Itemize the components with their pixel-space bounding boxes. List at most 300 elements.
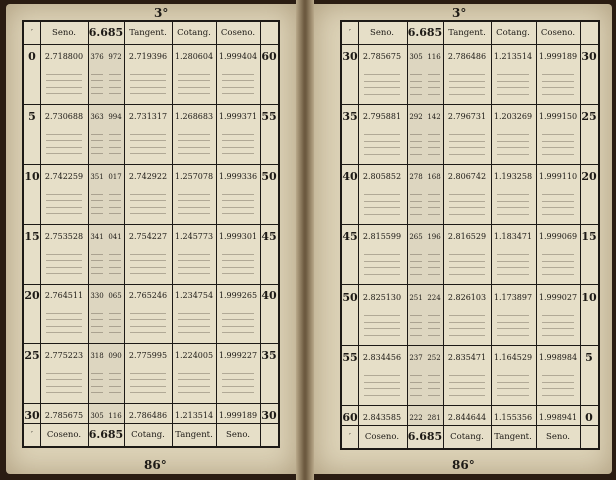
left-difference-2: 065 (108, 292, 122, 300)
left-tangent-value: 2.719396 (128, 52, 168, 61)
right-intermediate-row-text (497, 375, 529, 376)
right-intermediate-difference (428, 335, 440, 336)
left-minute-left: 30 (24, 409, 40, 422)
left-intermediate-difference (109, 319, 121, 320)
right-intermediate-row-text (542, 335, 574, 336)
left-intermediate-row-text (46, 140, 82, 141)
left-intermediate-difference (91, 392, 103, 393)
left-tangent-value: 2.754227 (128, 232, 168, 241)
left-intermediate-row-text (178, 319, 210, 320)
right-coseno-value: 1.999027 (538, 293, 578, 302)
left-footer-minute-mark: ′ (31, 430, 33, 440)
right-intermediate-row-text (364, 147, 400, 148)
right-header-coseno: Coseno. (540, 28, 576, 38)
right-intermediate-row-text (364, 154, 400, 155)
left-intermediate-difference (109, 260, 121, 261)
left-intermediate-row-text (46, 373, 82, 374)
right-intermediate-row-text (449, 74, 485, 75)
right-intermediate-difference (410, 267, 422, 268)
left-seno-value: 2.764511 (44, 291, 84, 300)
left-minute-left: 15 (24, 230, 40, 243)
left-minute-right: 55 (261, 110, 277, 123)
left-intermediate-difference (109, 326, 121, 327)
right-intermediate-row-text (364, 134, 400, 135)
right-cotang-value: 1.193258 (493, 172, 533, 181)
left-footer-seno: Seno. (226, 430, 250, 440)
right-intermediate-row-text (542, 274, 574, 275)
left-intermediate-row-text (178, 87, 210, 88)
right-footer-seno: Seno. (546, 432, 570, 442)
right-difference-1: 292 (409, 113, 423, 121)
right-intermediate-row-text (364, 388, 400, 389)
right-intermediate-row-text (497, 81, 529, 82)
left-intermediate-difference (109, 200, 121, 201)
left-intermediate-difference (109, 140, 121, 141)
right-seno-value: 2.843585 (362, 413, 402, 422)
left-minute-right: 45 (261, 230, 277, 243)
right-cotang-value: 1.213514 (493, 52, 533, 61)
right-intermediate-row-text (542, 94, 574, 95)
right-intermediate-difference (428, 207, 440, 208)
right-cotang-value: 1.173897 (493, 293, 533, 302)
right-intermediate-row-text (497, 388, 529, 389)
left-footer-difference: 6.685 (88, 428, 124, 441)
left-intermediate-row-text (178, 260, 210, 261)
left-intermediate-row-text (130, 273, 166, 274)
right-intermediate-row-text (542, 81, 574, 82)
right-intermediate-row-text (542, 201, 574, 202)
right-minute-left: 50 (342, 291, 358, 304)
left-tangent-value: 2.786486 (128, 411, 168, 420)
left-tangent-value: 2.765246 (128, 291, 168, 300)
right-five-minute-block (342, 164, 598, 225)
left-key-row (24, 348, 278, 364)
right-intermediate-row-text (497, 274, 529, 275)
left-minute-right: 50 (261, 170, 277, 183)
right-intermediate-row-text (542, 207, 574, 208)
left-intermediate-row-text (130, 147, 166, 148)
right-difference-2: 281 (427, 414, 441, 422)
left-tangent-value: 2.775995 (128, 351, 168, 360)
right-intermediate-row-text (497, 328, 529, 329)
right-difference-1: 265 (409, 233, 423, 241)
right-intermediate-row-text (449, 141, 485, 142)
left-intermediate-row-text (178, 267, 210, 268)
left-bottom-degree: 86° (144, 458, 167, 472)
left-intermediate-row-text (130, 194, 166, 195)
left-intermediate-row-text (222, 140, 254, 141)
right-difference-2: 142 (427, 113, 441, 121)
right-header-minute-mark: ′ (349, 28, 351, 38)
left-five-minute-block (24, 224, 278, 285)
left-difference-2: 090 (108, 352, 122, 360)
right-intermediate-row-text (449, 254, 485, 255)
right-intermediate-row-text (497, 87, 529, 88)
right-intermediate-row-text (449, 261, 485, 262)
left-intermediate-difference (109, 93, 121, 94)
left-five-minute-block (24, 164, 278, 225)
left-intermediate-row-text (178, 194, 210, 195)
left-cotang-value: 1.257078 (174, 172, 214, 181)
left-header-cotang: Cotang. (177, 28, 211, 38)
right-intermediate-row-text (364, 201, 400, 202)
right-intermediate-difference (428, 322, 440, 323)
left-intermediate-row-text (130, 267, 166, 268)
right-bottom-degree: 86° (452, 458, 475, 472)
left-intermediate-row-text (222, 313, 254, 314)
left-cotang-value: 1.245773 (174, 232, 214, 241)
left-intermediate-row-text (46, 267, 82, 268)
left-intermediate-row-text (178, 373, 210, 374)
left-intermediate-difference (91, 200, 103, 201)
right-intermediate-difference (410, 214, 422, 215)
right-key-row (342, 410, 598, 426)
left-intermediate-row-text (46, 273, 82, 274)
left-seno-value: 2.775223 (44, 351, 84, 360)
right-intermediate-row-text (364, 267, 400, 268)
left-minute-left: 25 (24, 349, 40, 362)
right-intermediate-row-text (364, 207, 400, 208)
left-seno-value: 2.753528 (44, 232, 84, 241)
left-intermediate-difference (91, 326, 103, 327)
left-header-tangent: Tangent. (129, 28, 167, 38)
right-intermediate-row-text (364, 382, 400, 383)
left-intermediate-row-text (46, 87, 82, 88)
right-intermediate-difference (428, 74, 440, 75)
left-intermediate-difference (91, 332, 103, 333)
right-coseno-value: 1.999189 (538, 52, 578, 61)
right-intermediate-difference (428, 315, 440, 316)
right-intermediate-row-text (497, 322, 529, 323)
left-intermediate-row-text (178, 379, 210, 380)
left-intermediate-row-text (46, 93, 82, 94)
left-intermediate-difference (109, 147, 121, 148)
right-intermediate-difference (428, 81, 440, 82)
left-intermediate-row-text (130, 134, 166, 135)
right-coseno-value: 1.999150 (538, 112, 578, 121)
left-minute-left: 5 (28, 110, 36, 123)
right-intermediate-row-text (542, 395, 574, 396)
right-intermediate-difference (410, 154, 422, 155)
right-intermediate-row-text (364, 141, 400, 142)
right-intermediate-row-text (449, 207, 485, 208)
left-intermediate-row-text (222, 392, 254, 393)
right-intermediate-difference (410, 322, 422, 323)
right-intermediate-row-text (449, 194, 485, 195)
left-intermediate-row-text (178, 392, 210, 393)
right-seno-value: 2.785675 (362, 52, 402, 61)
left-intermediate-row-text (46, 74, 82, 75)
right-intermediate-row-text (364, 395, 400, 396)
right-intermediate-row-text (364, 274, 400, 275)
right-intermediate-row-text (364, 254, 400, 255)
left-five-minute-block (24, 44, 278, 105)
left-intermediate-row-text (46, 153, 82, 154)
right-seno-value: 2.795881 (362, 112, 402, 121)
right-minute-right: 30 (581, 50, 597, 63)
right-intermediate-difference (410, 134, 422, 135)
right-intermediate-row-text (364, 87, 400, 88)
left-intermediate-row-text (130, 74, 166, 75)
left-intermediate-row-text (178, 254, 210, 255)
left-intermediate-row-text (46, 147, 82, 148)
right-intermediate-row-text (497, 207, 529, 208)
left-intermediate-difference (109, 373, 121, 374)
right-intermediate-row-text (497, 395, 529, 396)
right-intermediate-difference (428, 154, 440, 155)
left-five-minute-block (24, 343, 278, 404)
right-tangent-value: 2.816529 (447, 232, 487, 241)
left-key-row (24, 49, 278, 65)
left-intermediate-row-text (222, 194, 254, 195)
left-cotang-value: 1.268683 (174, 112, 214, 121)
left-intermediate-row-text (130, 313, 166, 314)
right-intermediate-row-text (542, 134, 574, 135)
left-intermediate-difference (91, 267, 103, 268)
right-intermediate-difference (410, 94, 422, 95)
left-intermediate-row-text (46, 134, 82, 135)
right-minute-left: 30 (342, 50, 358, 63)
left-seno-value: 2.718800 (44, 52, 84, 61)
right-footer-difference: 6.685 (407, 430, 443, 443)
left-intermediate-row-text (222, 260, 254, 261)
left-intermediate-row-text (178, 386, 210, 387)
right-coseno-value: 1.999110 (538, 172, 578, 181)
left-intermediate-row-text (130, 87, 166, 88)
left-minute-right: 30 (261, 409, 277, 422)
left-intermediate-difference (109, 74, 121, 75)
left-intermediate-difference (109, 153, 121, 154)
left-intermediate-row-text (46, 254, 82, 255)
right-intermediate-difference (428, 254, 440, 255)
right-coseno-value: 1.998941 (538, 413, 578, 422)
left-intermediate-difference (91, 80, 103, 81)
right-intermediate-row-text (542, 322, 574, 323)
right-tangent-value: 2.786486 (447, 52, 487, 61)
left-intermediate-difference (91, 319, 103, 320)
left-intermediate-difference (109, 194, 121, 195)
left-intermediate-difference (91, 273, 103, 274)
left-table-header (24, 22, 278, 45)
left-intermediate-difference (91, 134, 103, 135)
left-seno-value: 2.785675 (44, 411, 84, 420)
right-intermediate-row-text (542, 214, 574, 215)
right-intermediate-difference (410, 261, 422, 262)
right-intermediate-difference (428, 328, 440, 329)
left-difference-1: 305 (90, 412, 104, 420)
left-five-minute-block (24, 283, 278, 344)
left-intermediate-difference (109, 313, 121, 314)
right-minute-left: 55 (342, 351, 358, 364)
left-intermediate-row-text (222, 379, 254, 380)
right-intermediate-row-text (497, 154, 529, 155)
left-coseno-value: 1.999265 (218, 291, 258, 300)
left-intermediate-difference (91, 93, 103, 94)
left-coseno-value: 1.999227 (218, 351, 258, 360)
left-difference-1: 318 (90, 352, 104, 360)
left-coseno-value: 1.999336 (218, 172, 258, 181)
right-difference-2: 168 (427, 173, 441, 181)
right-intermediate-row-text (497, 134, 529, 135)
left-intermediate-row-text (222, 147, 254, 148)
left-intermediate-row-text (222, 373, 254, 374)
left-intermediate-difference (91, 260, 103, 261)
right-five-minute-block (342, 104, 598, 165)
right-intermediate-difference (410, 147, 422, 148)
left-intermediate-row-text (130, 153, 166, 154)
left-intermediate-row-text (46, 332, 82, 333)
left-intermediate-row-text (46, 386, 82, 387)
left-intermediate-row-text (222, 134, 254, 135)
right-intermediate-row-text (542, 154, 574, 155)
right-intermediate-row-text (364, 74, 400, 75)
right-intermediate-difference (428, 375, 440, 376)
left-intermediate-row-text (130, 80, 166, 81)
right-intermediate-row-text (542, 315, 574, 316)
right-intermediate-row-text (364, 214, 400, 215)
right-intermediate-row-text (449, 274, 485, 275)
right-intermediate-row-text (364, 375, 400, 376)
right-difference-2: 196 (427, 233, 441, 241)
left-intermediate-row-text (130, 260, 166, 261)
left-footer-cotang: Cotang. (131, 430, 165, 440)
left-intermediate-row-text (178, 326, 210, 327)
right-cotang-value: 1.155356 (493, 413, 533, 422)
left-intermediate-row-text (178, 147, 210, 148)
left-key-row (24, 288, 278, 304)
right-intermediate-row-text (364, 315, 400, 316)
left-intermediate-row-text (46, 207, 82, 208)
left-footer-tangent: Tangent. (175, 430, 213, 440)
right-intermediate-difference (428, 94, 440, 95)
right-difference-1: 305 (409, 53, 423, 61)
left-coseno-value: 1.999371 (218, 112, 258, 121)
left-intermediate-row-text (178, 140, 210, 141)
right-header-difference: 6.685 (407, 26, 443, 39)
left-footer-coseno: Coseno. (46, 430, 82, 440)
left-intermediate-row-text (178, 213, 210, 214)
left-minute-left: 0 (28, 50, 36, 63)
right-cotang-value: 1.203269 (493, 112, 533, 121)
right-cotang-value: 1.164529 (493, 353, 533, 362)
left-tangent-value: 2.731317 (128, 112, 168, 121)
left-intermediate-row-text (178, 80, 210, 81)
right-intermediate-row-text (449, 395, 485, 396)
left-intermediate-row-text (222, 213, 254, 214)
left-intermediate-difference (91, 254, 103, 255)
left-log-table (22, 20, 280, 448)
left-intermediate-difference (91, 147, 103, 148)
right-intermediate-row-text (542, 382, 574, 383)
right-intermediate-row-text (542, 388, 574, 389)
right-intermediate-difference (410, 87, 422, 88)
left-intermediate-row-text (46, 194, 82, 195)
right-key-row (342, 229, 598, 245)
left-intermediate-row-text (130, 213, 166, 214)
right-intermediate-row-text (497, 335, 529, 336)
left-intermediate-difference (109, 213, 121, 214)
left-intermediate-row-text (222, 200, 254, 201)
right-seno-value: 2.834456 (362, 353, 402, 362)
right-intermediate-difference (410, 74, 422, 75)
right-header-seno: Seno. (370, 28, 394, 38)
right-minute-right: 20 (581, 170, 597, 183)
left-difference-1: 341 (90, 233, 104, 241)
right-intermediate-row-text (364, 322, 400, 323)
right-intermediate-row-text (497, 194, 529, 195)
left-intermediate-difference (91, 140, 103, 141)
left-key-row (24, 169, 278, 185)
book-gutter (296, 0, 314, 480)
left-intermediate-row-text (130, 93, 166, 94)
left-intermediate-row-text (46, 319, 82, 320)
left-intermediate-row-text (222, 153, 254, 154)
left-key-row (24, 109, 278, 125)
right-intermediate-difference (410, 375, 422, 376)
left-intermediate-row-text (130, 392, 166, 393)
left-intermediate-row-text (178, 200, 210, 201)
left-intermediate-row-text (130, 326, 166, 327)
right-minute-right: 5 (585, 351, 593, 364)
right-intermediate-row-text (364, 328, 400, 329)
right-tangent-value: 2.835471 (447, 353, 487, 362)
right-header-tangent: Tangent. (448, 28, 486, 38)
right-intermediate-difference (428, 395, 440, 396)
right-intermediate-difference (410, 141, 422, 142)
left-key-row (24, 408, 278, 424)
left-intermediate-difference (109, 267, 121, 268)
right-coseno-value: 1.998984 (538, 353, 578, 362)
left-intermediate-row-text (46, 213, 82, 214)
left-table-footer (24, 423, 278, 446)
left-intermediate-row-text (178, 134, 210, 135)
left-intermediate-row-text (46, 313, 82, 314)
left-intermediate-row-text (178, 93, 210, 94)
right-key-row (342, 49, 598, 65)
left-intermediate-difference (91, 153, 103, 154)
right-tangent-value: 2.826103 (447, 293, 487, 302)
right-intermediate-difference (410, 388, 422, 389)
right-cotang-value: 1.183471 (493, 232, 533, 241)
right-intermediate-row-text (542, 141, 574, 142)
left-intermediate-difference (91, 87, 103, 88)
left-intermediate-difference (91, 74, 103, 75)
left-cotang-value: 1.224005 (174, 351, 214, 360)
left-coseno-value: 1.999189 (218, 411, 258, 420)
right-intermediate-row-text (449, 315, 485, 316)
left-intermediate-difference (109, 134, 121, 135)
right-key-row (342, 109, 598, 125)
right-difference-2: 224 (427, 294, 441, 302)
left-intermediate-difference (109, 392, 121, 393)
right-intermediate-row-text (542, 74, 574, 75)
left-header-seno: Seno. (52, 28, 76, 38)
left-intermediate-difference (91, 386, 103, 387)
left-intermediate-row-text (130, 373, 166, 374)
left-intermediate-row-text (222, 207, 254, 208)
right-tangent-value: 2.844644 (447, 413, 487, 422)
right-footer-tangent: Tangent. (494, 432, 532, 442)
right-intermediate-row-text (449, 87, 485, 88)
right-minute-left: 45 (342, 230, 358, 243)
left-intermediate-row-text (178, 273, 210, 274)
right-intermediate-row-text (364, 261, 400, 262)
right-intermediate-row-text (364, 335, 400, 336)
right-tangent-value: 2.796731 (447, 112, 487, 121)
right-intermediate-row-text (449, 147, 485, 148)
right-intermediate-row-text (364, 194, 400, 195)
left-intermediate-difference (109, 87, 121, 88)
